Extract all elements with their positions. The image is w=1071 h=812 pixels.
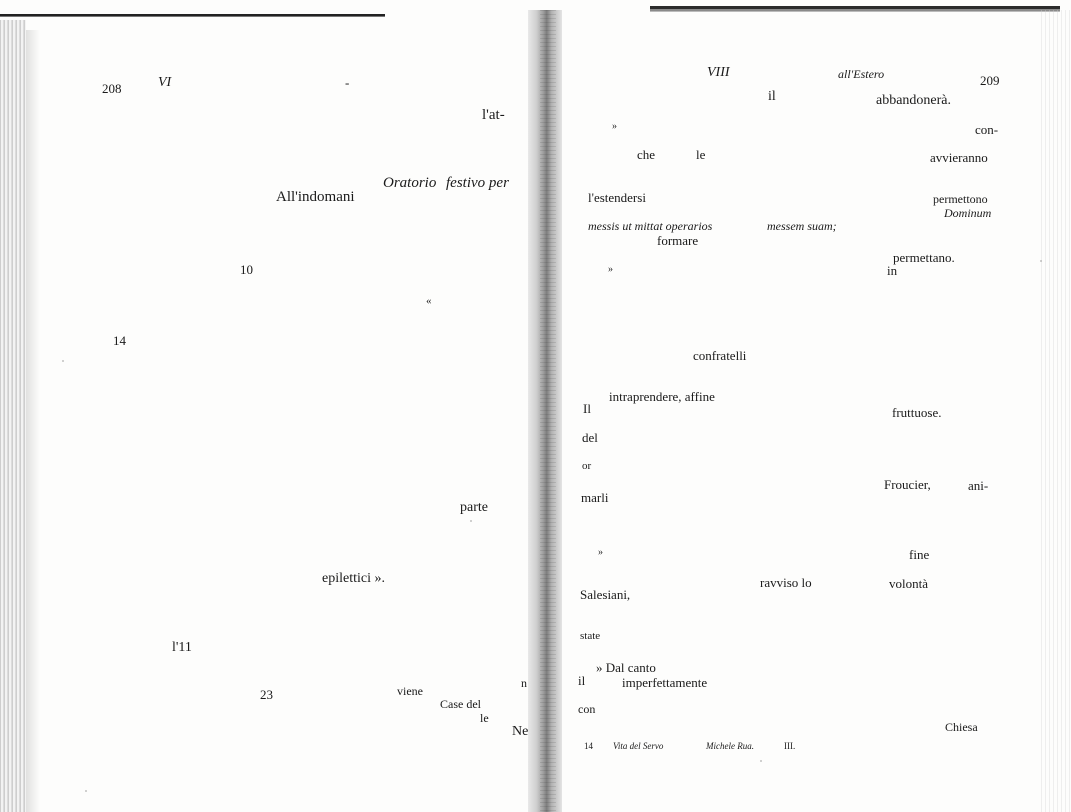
text-fragment: l'at- bbox=[482, 107, 505, 123]
text-fragment: Chiesa bbox=[945, 720, 978, 734]
text-fragment: l'11 bbox=[172, 640, 192, 655]
text-fragment: l'estendersi bbox=[588, 190, 646, 205]
text-fragment: » Dal canto bbox=[596, 660, 656, 675]
text-fragment: le bbox=[696, 147, 706, 162]
text-fragment: le bbox=[480, 711, 489, 725]
left-page-edge-shadow bbox=[0, 20, 26, 812]
paper-speck bbox=[760, 760, 762, 762]
text-fragment: » bbox=[608, 264, 613, 275]
footer-volume: III. bbox=[784, 741, 796, 751]
text-fragment: fine bbox=[909, 547, 930, 562]
left-chapter-heading: VI bbox=[158, 75, 172, 90]
text-fragment: Oratorio bbox=[383, 175, 437, 191]
text-fragment: » bbox=[612, 121, 617, 132]
text-fragment: epilettici ». bbox=[322, 571, 385, 586]
right-page-number: 209 bbox=[980, 73, 1000, 88]
text-fragment: n bbox=[521, 676, 527, 690]
text-fragment: Case del bbox=[440, 697, 481, 711]
text-fragment: All'indomani bbox=[276, 189, 355, 205]
text-fragment: viene bbox=[397, 684, 423, 698]
text-fragment: il bbox=[578, 673, 586, 688]
text-fragment: 10 bbox=[240, 262, 253, 277]
paper-speck bbox=[85, 790, 87, 792]
text-fragment: avvieranno bbox=[930, 150, 988, 165]
book-gutter-texture bbox=[540, 10, 556, 812]
right-page-top-thin-rule bbox=[650, 11, 1060, 12]
paper-speck bbox=[1040, 260, 1042, 262]
text-fragment: formare bbox=[657, 233, 699, 248]
text-fragment: ravviso lo bbox=[760, 575, 812, 590]
text-fragment: Ne bbox=[512, 724, 529, 739]
text-fragment: del bbox=[582, 430, 598, 445]
right-page-edge-texture bbox=[1041, 10, 1071, 812]
text-fragment: ani- bbox=[968, 478, 989, 493]
text-fragment: » bbox=[598, 547, 603, 558]
left-header-dash: - bbox=[345, 75, 350, 90]
text-fragment: 23 bbox=[260, 687, 273, 702]
text-fragment: che bbox=[637, 147, 656, 162]
text-fragment: permettono bbox=[933, 192, 988, 206]
text-fragment: il bbox=[768, 89, 776, 104]
text-fragment: Dominum bbox=[944, 206, 992, 220]
text-fragment: state bbox=[580, 630, 601, 642]
text-fragment: con- bbox=[975, 122, 999, 137]
text-fragment: volontà bbox=[889, 576, 928, 591]
text-fragment: Salesiani, bbox=[580, 587, 631, 602]
left-page-number: 208 bbox=[102, 81, 122, 96]
right-chapter-heading: VIII bbox=[707, 65, 730, 80]
left-page-top-rule bbox=[0, 14, 385, 20]
text-fragment: festivo per bbox=[446, 175, 509, 191]
text-fragment: Il bbox=[583, 401, 591, 416]
text-fragment: messis ut mittat operarios bbox=[588, 219, 713, 233]
left-page-edge-fade bbox=[26, 30, 40, 812]
text-fragment: confratelli bbox=[693, 348, 747, 363]
footer-book-title: Vita del Servo bbox=[613, 741, 664, 751]
text-fragment: 14 bbox=[113, 333, 126, 348]
text-fragment: abbandonerà. bbox=[876, 93, 952, 108]
paper-speck bbox=[62, 360, 64, 362]
right-page-top-rule bbox=[650, 3, 1060, 17]
text-fragment: imperfettamente bbox=[622, 675, 708, 690]
text-fragment: or bbox=[582, 460, 592, 472]
footer-signature-number: 14 bbox=[584, 741, 593, 751]
paper-speck bbox=[470, 520, 472, 522]
text-fragment: Froucier, bbox=[884, 477, 931, 492]
text-fragment: marli bbox=[581, 490, 609, 505]
text-fragment: messem suam; bbox=[767, 219, 837, 233]
text-fragment: « bbox=[426, 295, 432, 307]
text-fragment: parte bbox=[460, 500, 488, 515]
text-fragment: in bbox=[887, 263, 898, 278]
text-fragment: permettano. bbox=[893, 250, 955, 265]
right-running-title: all'Estero bbox=[838, 67, 885, 81]
text-fragment: intraprendere, affine bbox=[609, 389, 715, 404]
footer-author: Michele Rua. bbox=[706, 741, 754, 751]
text-fragment: fruttuose. bbox=[892, 405, 942, 420]
text-fragment: con bbox=[578, 702, 596, 716]
